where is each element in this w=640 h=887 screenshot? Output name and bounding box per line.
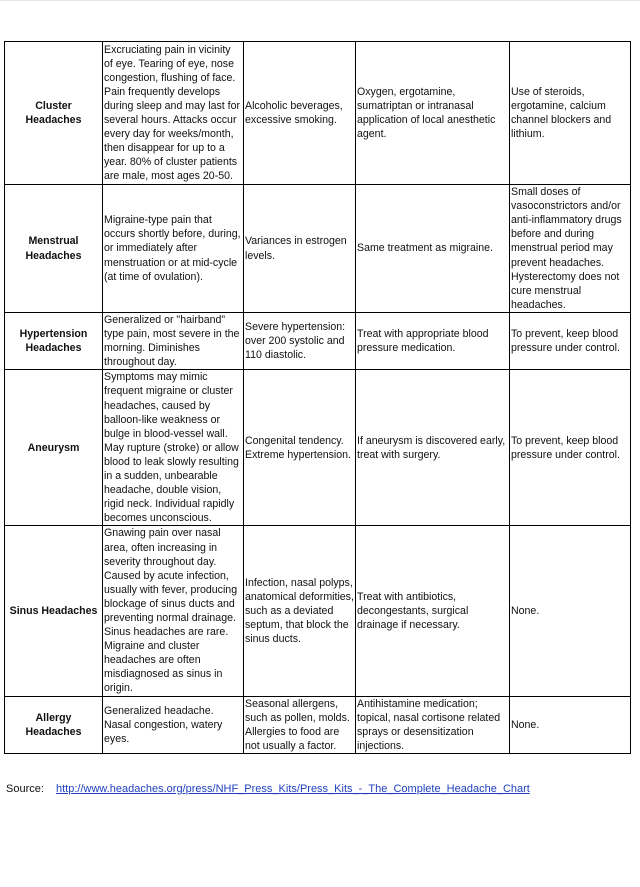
condition-cell: Menstrual Headaches	[5, 185, 103, 313]
source-label: Source:	[6, 783, 44, 795]
symptoms-cell: Excruciating pain in vicinity of eye. Tearing of eye, nose congestion, flushing of face. Pain frequently develops during sleep and may last for several hours. Attacks occur every day for weeks/month, then disappear for up to a year. 80% of cluster patients are male, most ages 20-50.	[103, 42, 244, 185]
triggers-cell: Variances in estrogen levels.	[244, 185, 356, 313]
page-top-border	[0, 0, 640, 1]
prevention-cell: To prevent, keep blood pressure under control.	[510, 370, 631, 526]
symptoms-cell: Symptoms may mimic frequent migraine or cluster headaches, caused by balloon-like weakness or bulge in blood-vessel wall. May rupture (stroke) or allow blood to leak slowly resulting in a sudden, unbearable headache, double vision, rigid neck. Individual rapidly becomes unconscious.	[103, 370, 244, 526]
prevention-cell: Small doses of vasoconstrictors and/or anti-inflammatory drugs before and during menstrual period may prevent headaches. Hysterectomy does not cure menstrual headaches.	[510, 185, 631, 313]
triggers-cell: Alcoholic beverages, excessive smoking.	[244, 42, 356, 185]
prevention-cell: None.	[510, 526, 631, 696]
table-row	[5, 185, 631, 313]
table-row	[5, 370, 631, 526]
treatment-cell: Same treatment as migraine.	[356, 185, 510, 313]
headache-chart-table	[4, 41, 631, 754]
treatment-cell: Antihistamine medication; topical, nasal cortisone related sprays or desensitization injections.	[356, 696, 510, 753]
prevention-cell: None.	[510, 696, 631, 753]
source-line	[6, 782, 530, 796]
treatment-cell: If aneurysm is discovered early, treat with surgery.	[356, 370, 510, 526]
condition-cell: Cluster Headaches	[5, 42, 103, 185]
treatment-cell: Oxygen, ergotamine, sumatriptan or intranasal application of local anesthetic agent.	[356, 42, 510, 185]
treatment-cell: Treat with antibiotics, decongestants, surgical drainage if necessary.	[356, 526, 510, 696]
prevention-cell: To prevent, keep blood pressure under control.	[510, 313, 631, 370]
symptoms-cell: Generalized or "hairband" type pain, most severe in the morning. Diminishes throughout day.	[103, 313, 244, 370]
condition-cell: Sinus Headaches	[5, 526, 103, 696]
triggers-cell: Seasonal allergens, such as pollen, molds. Allergies to food are not usually a factor.	[244, 696, 356, 753]
condition-cell: Allergy Headaches	[5, 696, 103, 753]
source-link[interactable]: http://www.headaches.org/press/NHF_Press_Kits/Press_Kits_-_The_Complete_Headache_Chart	[56, 783, 530, 795]
treatment-cell: Treat with appropriate blood pressure medication.	[356, 313, 510, 370]
table-row	[5, 696, 631, 753]
symptoms-cell: Gnawing pain over nasal area, often increasing in severity throughout day. Caused by acute infection, usually with fever, producing blockage of sinus ducts and preventing normal drainage. Sinus headaches are rare. Migraine and cluster headaches are often misdiagnosed as sinus in origin.	[103, 526, 244, 696]
triggers-cell: Congenital tendency. Extreme hypertension.	[244, 370, 356, 526]
table-row	[5, 42, 631, 185]
table-row	[5, 526, 631, 696]
symptoms-cell: Migraine-type pain that occurs shortly before, during, or immediately after menstruation or at mid-cycle (at time of ovulation).	[103, 185, 244, 313]
symptoms-cell: Generalized headache. Nasal congestion, watery eyes.	[103, 696, 244, 753]
triggers-cell: Severe hypertension: over 200 systolic and 110 diastolic.	[244, 313, 356, 370]
condition-cell: Hypertension Headaches	[5, 313, 103, 370]
triggers-cell: Infection, nasal polyps, anatomical deformities, such as a deviated septum, that block the sinus ducts.	[244, 526, 356, 696]
condition-cell: Aneurysm	[5, 370, 103, 526]
prevention-cell: Use of steroids, ergotamine, calcium channel blockers and lithium.	[510, 42, 631, 185]
table-row	[5, 313, 631, 370]
